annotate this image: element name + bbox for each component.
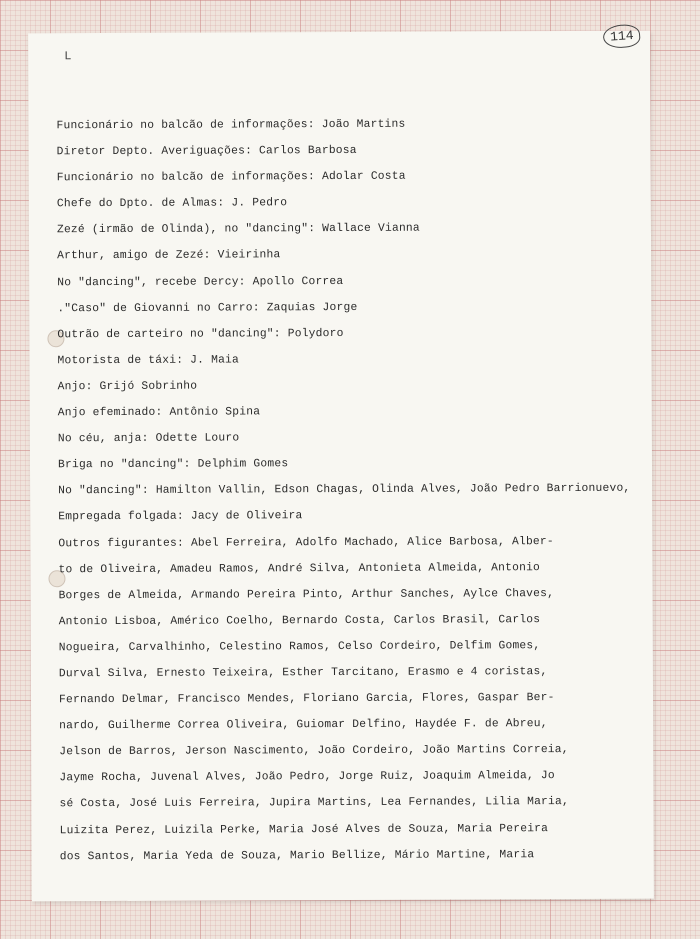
handwritten-page-number: 114 [602, 23, 641, 49]
dancing-cast-paragraph: No "dancing": Hamilton Vallin, Edson Chagas, Olinda Alves, João Pedro Barrionuevo, [58, 483, 631, 498]
cast-line: Empregada folgada: Jacy de Oliveira [58, 510, 303, 524]
figurantes-line: Nogueira, Carvalhinho, Celestino Ramos, Celso Cordeiro, Delfim Gomes, [58, 640, 541, 655]
corner-mark: L [64, 49, 72, 64]
figurantes-line: Antonio Lisboa, Américo Coelho, Bernardo Costa, Carlos Brasil, Carlos [58, 613, 541, 629]
cast-line: Anjo efeminado: Antônio Spina [57, 406, 261, 420]
figurantes-line: sé Costa, José Luis Ferreira, Jupira Martins, Lea Fernandes, Lilia Maria, [59, 796, 569, 811]
figurantes-line: Borges de Almeida, Armando Pereira Pinto, Arthur Sanches, Aylce Chaves, [58, 587, 555, 602]
figurantes-line: Durval Silva, Ernesto Teixeira, Esther Tarcitano, Erasmo e 4 coristas, [58, 666, 548, 681]
figurantes-line: Jayme Rocha, Juvenal Alves, João Pedro, Jorge Ruiz, Joaquim Almeida, Jo [59, 770, 555, 785]
cast-line: Zezé (irmão de Olinda), no "dancing": Wallace Vianna [56, 223, 420, 237]
typed-page [28, 27, 654, 902]
cast-line: ."Caso" de Giovanni no Carro: Zaquias Jorge [57, 301, 358, 315]
cast-line: Anjo: Grijó Sobrinho [57, 380, 198, 394]
cast-line: Funcionário no balcão de informações: Adolar Costa [56, 170, 406, 185]
cast-line: Outrão de carteiro no "dancing": Polydoro [57, 327, 344, 341]
cast-line: Diretor Depto. Averiguações: Carlos Barbosa [56, 145, 357, 159]
cast-line: Briga no "dancing": Delphim Gomes [57, 458, 289, 472]
figurantes-line: dos Santos, Maria Yeda de Souza, Mario Bellize, Mário Martine, Maria [59, 848, 535, 863]
figurantes-line: Jelson de Barros, Jerson Nascimento, João Cordeiro, João Martins Correia, [59, 744, 569, 759]
cast-line: Arthur, amigo de Zezé: Vieirinha [57, 249, 281, 263]
cast-line: No céu, anja: Odette Louro [57, 432, 240, 446]
figurantes-line: Luizita Perez, Luizila Perke, Maria José Alves de Souza, Maria Pereira [59, 822, 549, 837]
cast-list [56, 111, 639, 870]
cast-line: Funcionário no balcão de informações: João Martins [56, 118, 406, 133]
figurantes-line: Fernando Delmar, Francisco Mendes, Floriano Garcia, Flores, Gaspar Ber- [58, 692, 555, 707]
figurantes-line: Outros figurantes: Abel Ferreira, Adolfo Machado, Alice Barbosa, Alber- [58, 535, 554, 550]
cast-line: No "dancing", recebe Dercy: Apollo Correa [57, 275, 344, 289]
figurantes-line: to de Oliveira, Amadeu Ramos, André Silva, Antonieta Almeida, Antonio [58, 561, 541, 576]
cast-line: Motorista de táxi: J. Maia [57, 354, 240, 368]
figurantes-line: nardo, Guilherme Correa Oliveira, Guiomar Delfino, Haydée F. de Abreu, [59, 718, 548, 733]
cast-line: Chefe do Dpto. de Almas: J. Pedro [56, 197, 288, 211]
